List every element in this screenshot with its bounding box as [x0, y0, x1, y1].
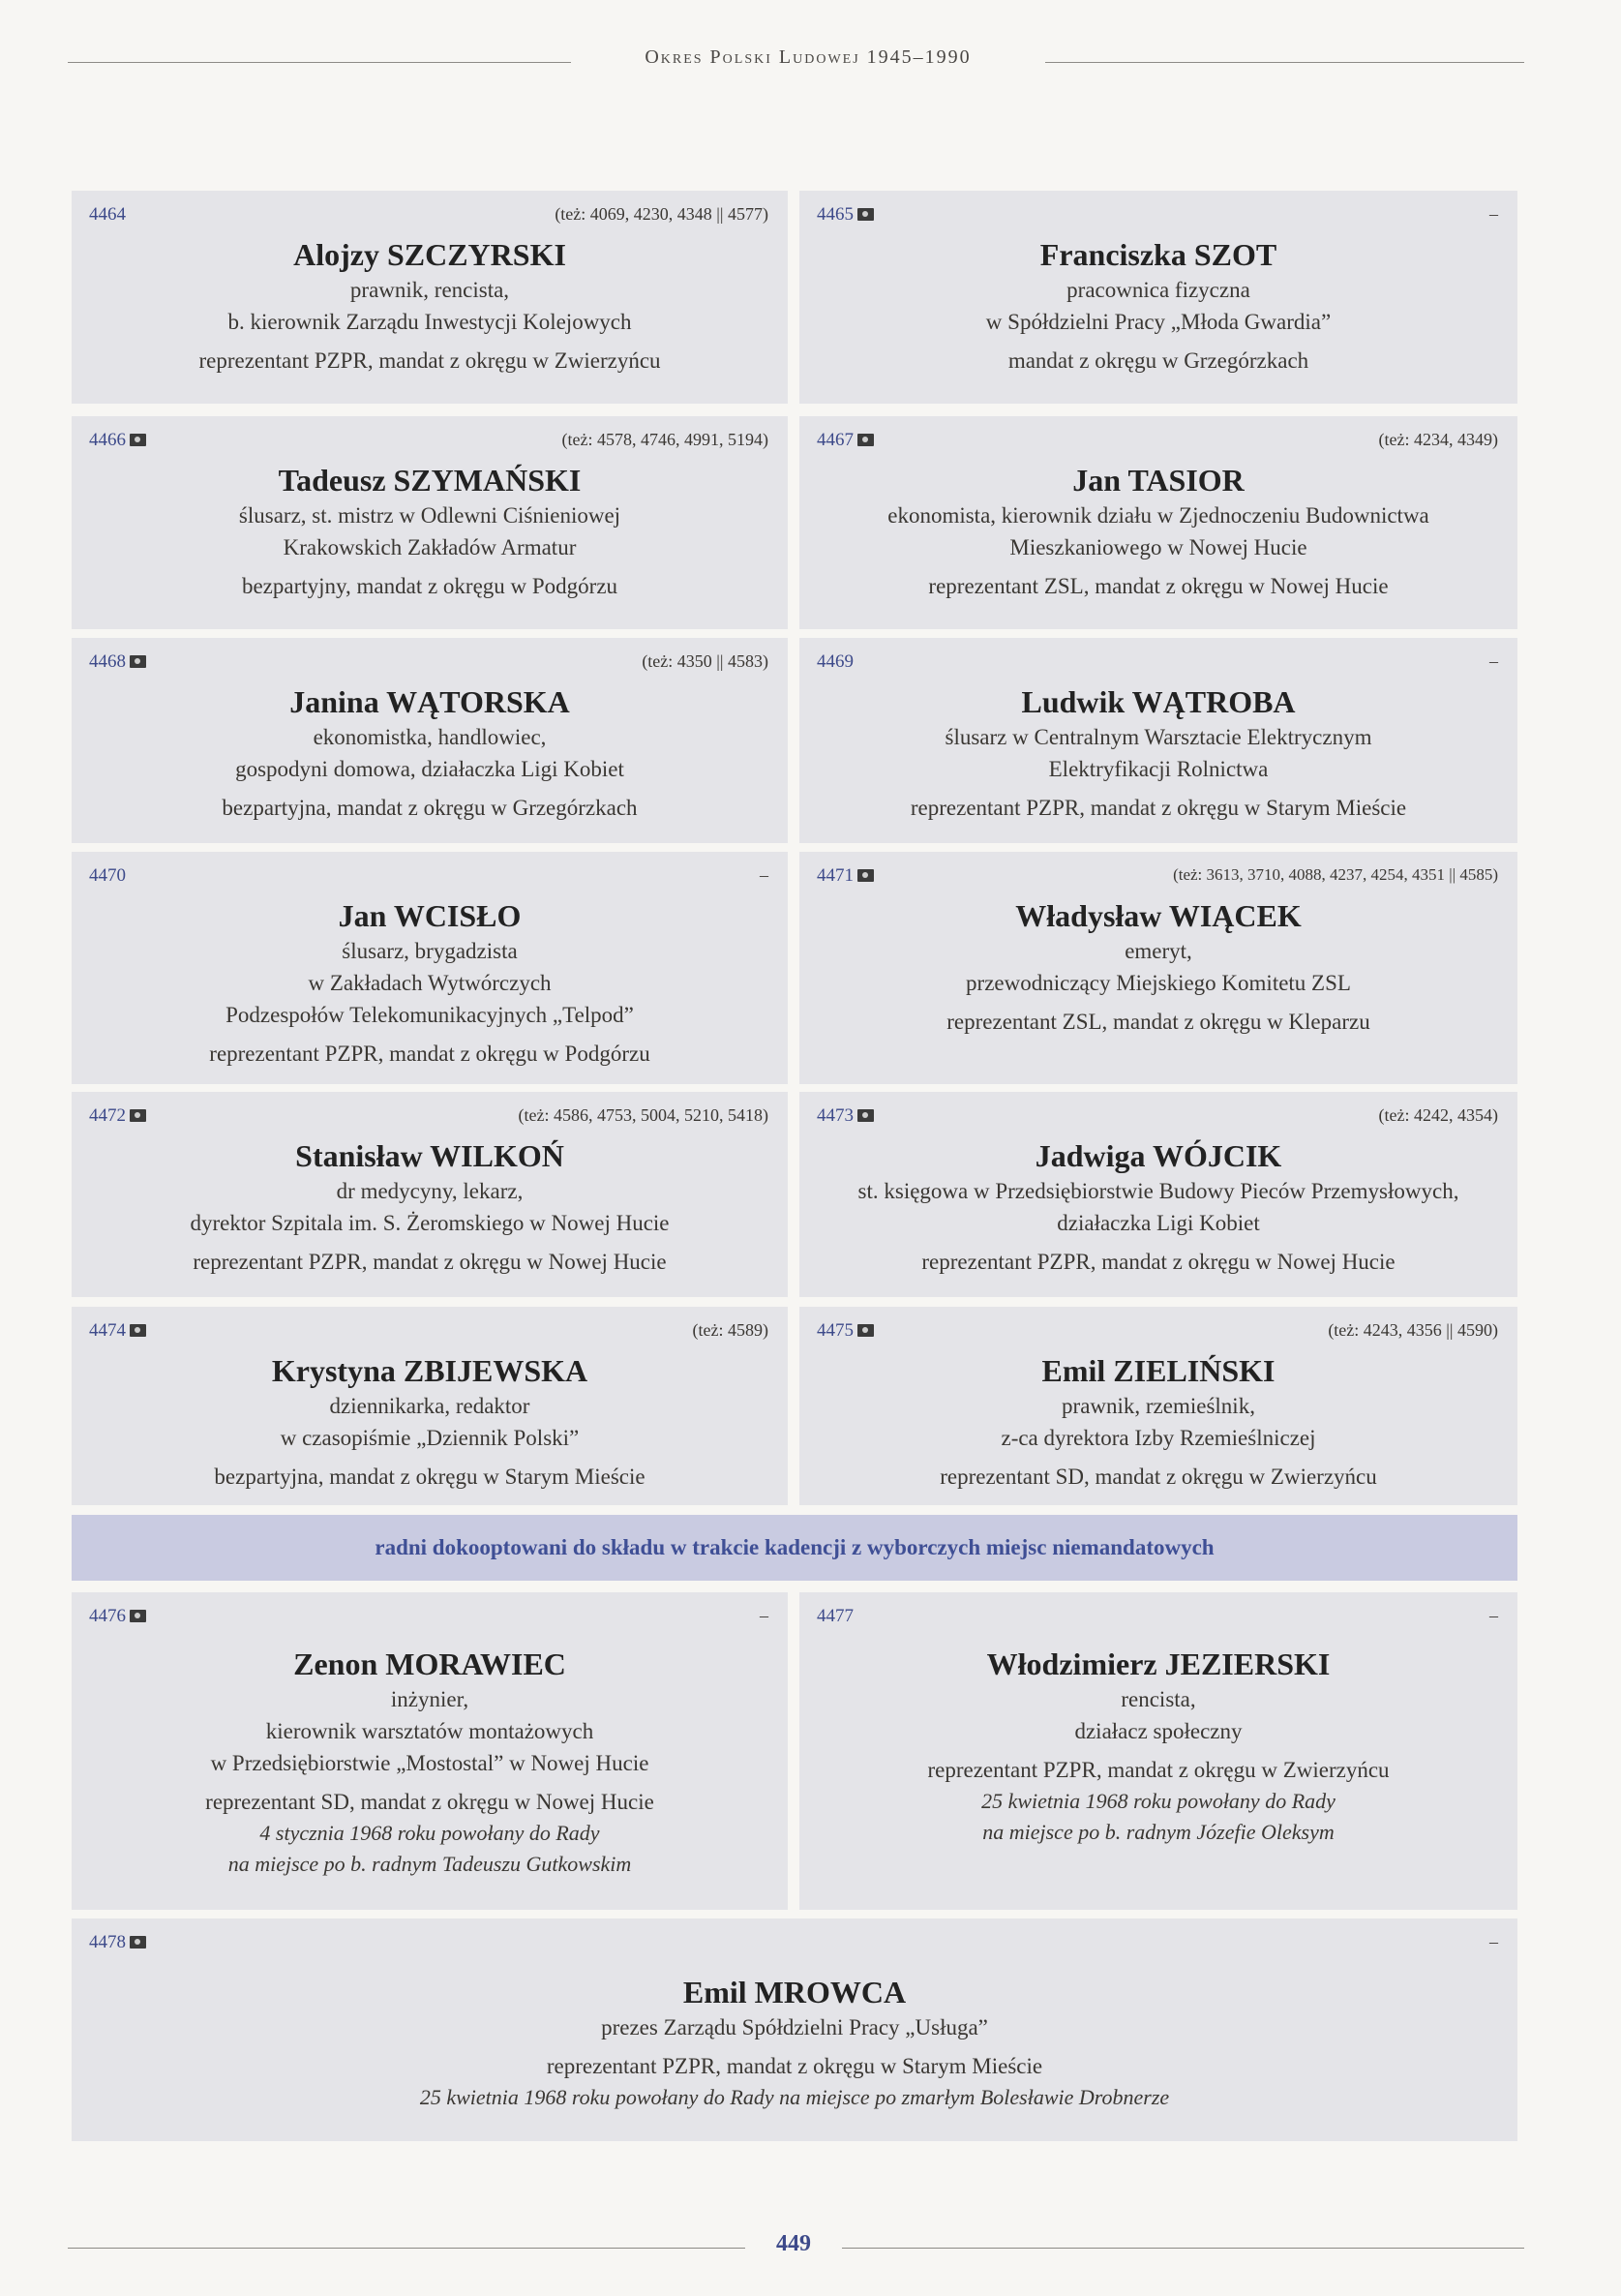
entry-line: ślusarz, st. mistrz w Odlewni Ciśnieniowej	[238, 503, 621, 528]
footer-rule-right	[842, 2248, 1524, 2249]
entry-number: 4477	[817, 1606, 854, 1626]
entry-refs: (też: 4586, 4753, 5004, 5210, 5418)	[518, 1105, 768, 1125]
entry-name: Emil ZIELIŃSKI	[1041, 1353, 1276, 1388]
entry-line: emeryt,	[1125, 939, 1192, 963]
entry-refs: (też: 4589)	[692, 1320, 768, 1340]
entry-mandate: reprezentant SD, mandat z okręgu w Zwierzyńcu	[940, 1465, 1377, 1489]
entry-number: 4475	[817, 1320, 874, 1342]
entry-refs: –	[1489, 651, 1498, 671]
entry-line: prawnik, rzemieślnik,	[1062, 1394, 1255, 1418]
entry-line: w Przedsiębiorstwie „Mostostal” w Nowej Hucie	[210, 1751, 649, 1775]
entry-mandate: reprezentant PZPR, mandat z okręgu w Starym Mieście	[910, 796, 1407, 820]
entry-refs: –	[760, 865, 768, 885]
entry-card-4469	[799, 638, 1517, 843]
entry-mandate: bezpartyjna, mandat z okręgu w Grzegórzkach	[222, 796, 638, 820]
entry-card-4467	[799, 416, 1517, 629]
entry-name: Jan TASIOR	[1072, 463, 1245, 498]
entry-refs: (też: 4350 || 4583)	[642, 651, 768, 671]
entry-line: gospodyni domowa, działaczka Ligi Kobiet	[235, 757, 624, 781]
entry-card-4472	[72, 1092, 788, 1297]
entry-number: 4468	[89, 651, 146, 673]
entry-line: dr medycyny, lekarz,	[336, 1179, 524, 1203]
entry-refs: –	[1489, 204, 1498, 224]
entry-line: dziennikarka, redaktor	[329, 1394, 530, 1418]
entry-note: 4 stycznia 1968 roku powołany do Rady	[259, 1821, 600, 1845]
entry-card-4474	[72, 1307, 788, 1505]
entry-name: Stanisław WILKOŃ	[295, 1138, 564, 1173]
entry-refs: –	[1489, 1932, 1498, 1951]
entry-line: przewodniczący Miejskiego Komitetu ZSL	[966, 971, 1351, 995]
entry-name: Alojzy SZCZYRSKI	[293, 237, 566, 272]
entry-line: w czasopiśmie „Dziennik Polski”	[280, 1426, 580, 1450]
entry-name: Władysław WIĄCEK	[1015, 898, 1302, 933]
entry-mandate: reprezentant PZPR, mandat z okręgu w Podgórzu	[209, 1042, 650, 1066]
camera-icon	[130, 1324, 146, 1337]
entry-name: Janina WĄTORSKA	[289, 684, 570, 719]
entry-card-4471	[799, 852, 1517, 1084]
entry-line: pracownica fizyczna	[1066, 278, 1250, 302]
entry-refs: (też: 4578, 4746, 4991, 5194)	[561, 430, 768, 449]
entry-card-4476	[72, 1592, 788, 1910]
entry-card-4473	[799, 1092, 1517, 1297]
entry-mandate: reprezentant PZPR, mandat z okręgu w Zwierzyńcu	[198, 348, 661, 373]
entry-refs: (też: 4242, 4354)	[1378, 1105, 1498, 1125]
entry-note: na miejsce po b. radnym Józefie Oleksym	[982, 1820, 1335, 1844]
entry-name: Krystyna ZBIJEWSKA	[271, 1353, 588, 1388]
entry-refs: (też: 4069, 4230, 4348 || 4577)	[555, 204, 768, 224]
entry-number: 4466	[89, 430, 146, 451]
running-header	[68, 46, 1524, 76]
entry-number: 4464	[89, 204, 126, 225]
entry-number: 4474	[89, 1320, 146, 1342]
entry-line: w Zakładach Wytwórczych	[308, 971, 552, 995]
camera-icon	[857, 1109, 874, 1122]
entry-card-4478	[72, 1918, 1517, 2141]
entry-number: 4467	[817, 430, 874, 451]
entry-card-4475	[799, 1307, 1517, 1505]
entry-mandate: reprezentant PZPR, mandat z okręgu w Zwierzyńcu	[927, 1758, 1390, 1782]
footer-rule-left	[68, 2248, 745, 2249]
entry-line: ekonomistka, handlowiec,	[313, 725, 547, 749]
entry-line: Podzespołów Telekomunikacyjnych „Telpod”	[225, 1003, 634, 1027]
entry-line: kierownik warsztatów montażowych	[265, 1719, 594, 1743]
entry-mandate: bezpartyjna, mandat z okręgu w Starym Mieście	[214, 1465, 645, 1489]
entry-line: ekonomista, kierownik działu w Zjednoczeniu Budownictwa	[887, 503, 1429, 528]
header-rule-left	[68, 62, 571, 63]
entry-number: 4478	[89, 1932, 146, 1953]
entry-line: st. księgowa w Przedsiębiorstwie Budowy Pieców Przemysłowych,	[857, 1179, 1459, 1203]
entry-mandate: mandat z okręgu w Grzegórzkach	[1007, 348, 1309, 373]
entry-number: 4473	[817, 1105, 874, 1127]
entry-name: Jan WCISŁO	[338, 898, 522, 933]
entry-number: 4469	[817, 651, 854, 672]
entry-line: prezes Zarządu Spółdzielni Pracy „Usługa”	[601, 2015, 988, 2039]
entry-mandate: reprezentant SD, mandat z okręgu w Nowej Hucie	[205, 1790, 654, 1814]
entry-line: prawnik, rencista,	[349, 278, 510, 302]
entry-number: 4470	[89, 865, 126, 886]
entry-mandate: reprezentant PZPR, mandat z okręgu w Nowej Hucie	[921, 1250, 1396, 1274]
entry-name: Ludwik WĄTROBA	[1021, 684, 1296, 719]
entry-number: 4476	[89, 1606, 146, 1627]
entry-card-4468	[72, 638, 788, 843]
entry-refs: (też: 4234, 4349)	[1378, 430, 1498, 449]
entry-refs: (też: 3613, 3710, 4088, 4237, 4254, 4351 || 4585)	[1173, 865, 1498, 884]
entry-name: Zenon MORAWIEC	[293, 1646, 566, 1681]
entry-refs: –	[760, 1606, 768, 1625]
entry-line: b. kierownik Zarządu Inwestycji Kolejowych	[227, 310, 632, 334]
entry-name: Jadwiga WÓJCIK	[1035, 1138, 1282, 1173]
camera-icon	[130, 1936, 146, 1949]
camera-icon	[857, 208, 874, 221]
entry-line: rencista,	[1121, 1687, 1196, 1711]
entry-line: ślusarz w Centralnym Warsztacie Elektrycznym	[945, 725, 1372, 749]
entry-number: 4472	[89, 1105, 146, 1127]
entry-name: Tadeusz SZYMAŃSKI	[278, 463, 582, 498]
entry-name: Włodzimierz JEZIERSKI	[986, 1646, 1331, 1681]
entry-number: 4471	[817, 865, 874, 887]
entry-line: inżynier,	[390, 1687, 469, 1711]
entry-line: działacz społeczny	[1074, 1719, 1243, 1743]
camera-icon	[130, 434, 146, 446]
entry-mandate: reprezentant PZPR, mandat z okręgu w Starym Mieście	[546, 2054, 1043, 2078]
entry-line: działaczka Ligi Kobiet	[1057, 1211, 1260, 1235]
header-title: Okres Polski Ludowej 1945–1990	[645, 46, 972, 68]
camera-icon	[857, 869, 874, 882]
entry-refs: –	[1489, 1606, 1498, 1625]
entry-mandate: reprezentant ZSL, mandat z okręgu w Kleparzu	[946, 1010, 1370, 1034]
entry-mandate: reprezentant PZPR, mandat z okręgu w Nowej Hucie	[193, 1250, 667, 1274]
entry-name: Franciszka SZOT	[1039, 237, 1277, 272]
entry-line: Krakowskich Zakładów Armatur	[283, 535, 577, 559]
entry-number: 4465	[817, 204, 874, 226]
camera-icon	[130, 1109, 146, 1122]
entry-refs: (też: 4243, 4356 || 4590)	[1328, 1320, 1498, 1340]
entry-note: 25 kwietnia 1968 roku powołany do Rady na miejsce po zmarłym Bolesławie Drobnerze	[419, 2085, 1170, 2109]
entry-mandate: bezpartyjny, mandat z okręgu w Podgórzu	[241, 574, 618, 598]
camera-icon	[130, 655, 146, 668]
entry-line: ślusarz, brygadzista	[342, 939, 518, 963]
camera-icon	[857, 1324, 874, 1337]
entry-card-4464	[72, 191, 788, 404]
entry-note: na miejsce po b. radnym Tadeuszu Gutkowskim	[227, 1852, 632, 1876]
entry-card-4477	[799, 1592, 1517, 1910]
camera-icon	[857, 434, 874, 446]
entry-line: z-ca dyrektora Izby Rzemieślniczej	[1001, 1426, 1316, 1450]
page-number: 449	[776, 2231, 811, 2256]
page-footer	[68, 2231, 1524, 2260]
entry-card-4470	[72, 852, 788, 1084]
entry-card-4465	[799, 191, 1517, 404]
entry-note: 25 kwietnia 1968 roku powołany do Rady	[981, 1789, 1336, 1813]
entry-card-4466	[72, 416, 788, 629]
entry-line: Mieszkaniowego w Nowej Hucie	[1009, 535, 1307, 559]
camera-icon	[130, 1610, 146, 1622]
section-banner: radni dokooptowani do składu w trakcie kadencji z wyborczych miejsc niemandatowych	[72, 1515, 1517, 1581]
entry-line: w Spółdzielni Pracy „Młoda Gwardia”	[985, 310, 1332, 334]
entry-name: Emil MROWCA	[682, 1975, 907, 2009]
entry-mandate: reprezentant ZSL, mandat z okręgu w Nowej Hucie	[928, 574, 1389, 598]
entry-line: Elektryfikacji Rolnictwa	[1048, 757, 1269, 781]
header-rule-right	[1045, 62, 1524, 63]
entry-line: dyrektor Szpitala im. S. Żeromskiego w Nowej Hucie	[190, 1211, 670, 1235]
